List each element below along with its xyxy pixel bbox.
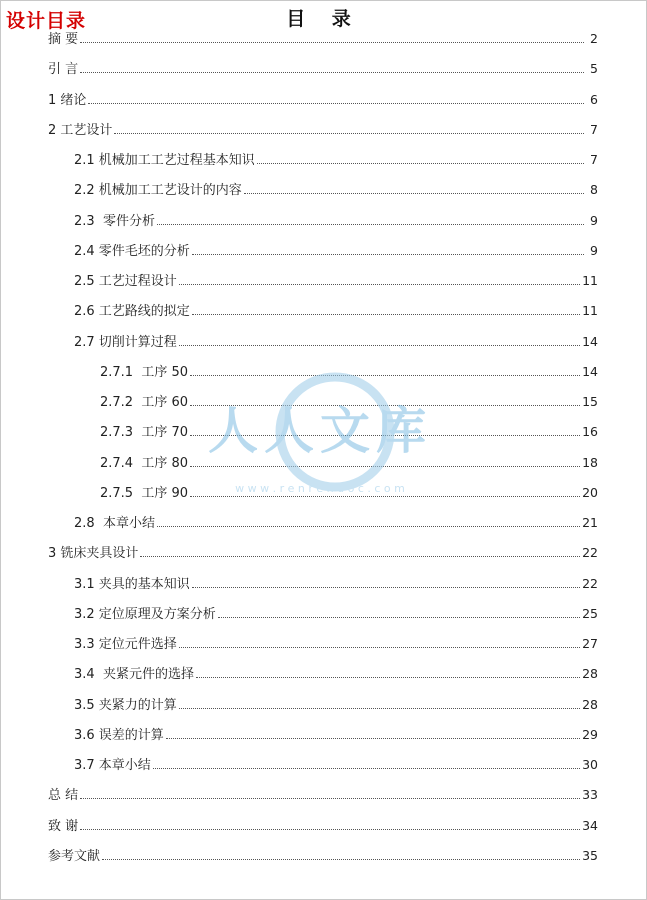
toc-entry-label: 致 谢 — [48, 818, 79, 834]
toc-entry-label: 引 言 — [48, 62, 79, 78]
toc-entry[interactable] — [100, 422, 598, 442]
toc-entry-label: 摘 要 — [48, 32, 79, 47]
toc-entry[interactable] — [100, 362, 598, 382]
toc-entry-page-number: 14 — [582, 363, 598, 379]
dot-leader — [196, 676, 580, 678]
dot-leader — [192, 586, 580, 588]
toc-entry-label: 2.5 工艺过程设计 — [74, 274, 177, 289]
toc-entry-label: 参考文献 — [48, 848, 101, 864]
toc-entry-page-number: 22 — [582, 545, 598, 561]
toc-entry-label: 2.7 切削计算过程 — [74, 334, 177, 350]
dot-leader — [80, 797, 580, 799]
toc-entry-page-number: 18 — [582, 454, 598, 470]
toc-entry-label: 3.5 夹紧力的计算 — [74, 697, 177, 713]
toc-entry[interactable] — [74, 513, 598, 533]
toc-entry-page-number: 9 — [590, 242, 598, 258]
dot-leader — [179, 707, 580, 709]
toc-entry-label: 3.3 定位元件选择 — [74, 637, 177, 652]
toc-entry[interactable] — [74, 241, 598, 261]
dot-leader — [157, 525, 580, 527]
toc-entry-label: 2.7.3 工序 70 — [100, 425, 189, 441]
toc-entry-page-number: 16 — [582, 424, 598, 440]
dot-leader — [179, 646, 580, 648]
toc-entry-page-number: 27 — [582, 636, 598, 651]
toc-entry-page-number: 11 — [582, 273, 598, 288]
toc-entry-page-number: 25 — [582, 605, 598, 621]
toc-entry-page-number: 28 — [582, 666, 598, 682]
toc-entry-page-number: 11 — [582, 303, 598, 319]
toc-entry-page-number: 30 — [582, 757, 598, 772]
toc-entry-page-number: 20 — [582, 484, 598, 500]
toc-entry[interactable] — [48, 59, 598, 79]
toc-entry[interactable] — [74, 271, 598, 291]
dot-leader — [114, 132, 584, 134]
toc-entry-page-number: 14 — [582, 333, 598, 349]
toc-entry-label: 2.7.4 工序 80 — [100, 455, 189, 471]
dot-leader — [190, 434, 580, 436]
toc-entry-label: 3.1 夹具的基本知识 — [74, 576, 190, 592]
page-title: 目 录 — [286, 8, 361, 30]
toc-entry[interactable] — [74, 301, 598, 321]
dot-leader — [190, 374, 580, 376]
toc-entry[interactable] — [100, 453, 598, 473]
toc-entry-label: 2.7.5 工序 90 — [100, 485, 189, 501]
dot-leader — [153, 767, 580, 769]
toc-entry[interactable] — [48, 816, 598, 836]
toc-entry[interactable] — [74, 664, 598, 684]
toc-entry-label: 2.6 工艺路线的拟定 — [74, 304, 190, 320]
toc-entry-label: 3.2 定位原理及方案分析 — [74, 606, 216, 622]
dot-leader — [88, 102, 584, 104]
dot-leader — [190, 495, 580, 497]
toc-entry[interactable] — [48, 785, 598, 805]
toc-entry[interactable] — [74, 150, 598, 170]
toc-entry[interactable] — [74, 574, 598, 594]
toc-entry-label: 2.1 机械加工工艺过程基本知识 — [74, 153, 255, 168]
toc-entry-label: 3 铣床夹具设计 — [48, 546, 139, 562]
dot-leader — [179, 283, 580, 285]
toc-entry-label: 2.7.1 工序 50 — [100, 364, 189, 380]
toc-entry-label: 2.8 本章小结 — [74, 516, 155, 531]
dot-leader — [140, 555, 580, 557]
toc-entry-page-number: 34 — [582, 817, 598, 833]
dot-leader — [80, 71, 584, 73]
toc-entry[interactable] — [74, 211, 598, 231]
toc-entry-page-number: 7 — [590, 121, 598, 137]
toc-entry[interactable] — [48, 846, 598, 866]
toc-entry-label: 2.3 零件分析 — [74, 213, 155, 229]
dot-leader — [102, 858, 580, 860]
toc-entry[interactable] — [74, 180, 598, 200]
toc-entry[interactable] — [100, 483, 598, 503]
toc-entry-page-number: 28 — [582, 696, 598, 712]
toc-entry[interactable] — [74, 332, 598, 352]
toc-entry[interactable] — [74, 755, 598, 775]
toc-entry-label: 3.4 夹紧元件的选择 — [74, 667, 194, 683]
toc-entry-page-number: 21 — [582, 515, 598, 530]
dot-leader — [166, 737, 580, 739]
toc-entry-label: 2.7.2 工序 60 — [100, 395, 189, 410]
toc-entry-label: 2 工艺设计 — [48, 122, 113, 138]
toc-entry[interactable] — [74, 634, 598, 654]
toc-entry[interactable] — [74, 725, 598, 745]
toc-entry-page-number: 29 — [582, 726, 598, 742]
dot-leader — [192, 313, 580, 315]
toc-entry-label: 3.7 本章小结 — [74, 758, 151, 773]
toc-entry[interactable] — [48, 120, 598, 140]
toc-entry-page-number: 35 — [582, 847, 598, 863]
toc-entry-page-number: 2 — [590, 31, 598, 46]
toc-entry-label: 总 结 — [48, 788, 79, 804]
toc-entry-label: 3.6 误差的计算 — [74, 727, 164, 743]
dot-leader — [80, 41, 584, 43]
toc-entry[interactable] — [48, 543, 598, 563]
dot-leader — [192, 253, 584, 255]
toc-entry[interactable] — [48, 29, 598, 49]
dot-leader — [218, 616, 580, 618]
toc-entry-page-number: 5 — [590, 61, 598, 77]
dot-leader — [190, 404, 580, 406]
toc-entry-page-number: 7 — [590, 152, 598, 167]
toc-entry-label: 2.2 机械加工工艺设计的内容 — [74, 183, 242, 199]
toc-entry-page-number: 22 — [582, 575, 598, 591]
dot-leader — [190, 465, 580, 467]
watermark-text: 人人文库 — [208, 401, 432, 460]
toc-entry[interactable] — [48, 90, 598, 110]
watermark-url: w w w . r e n r e n d o c . c o m — [235, 482, 405, 495]
toc-entry-label: 1 绪论 — [48, 92, 87, 108]
dot-leader — [80, 828, 580, 830]
dot-leader — [257, 162, 584, 164]
toc-entry-page-number: 8 — [590, 182, 598, 198]
corner-label: 设计目录 — [6, 10, 87, 32]
toc-entry-page-number: 9 — [590, 212, 598, 228]
toc-entry-page-number: 33 — [582, 787, 598, 803]
toc-entry-page-number: 15 — [582, 394, 598, 409]
toc-entry-label: 2.4 零件毛坯的分析 — [74, 243, 190, 259]
toc-entry[interactable] — [100, 392, 598, 412]
toc-entry[interactable] — [74, 604, 598, 624]
dot-leader — [244, 192, 584, 194]
toc-entry-page-number: 6 — [590, 91, 598, 107]
dot-leader — [157, 223, 584, 225]
dot-leader — [179, 344, 580, 346]
toc-entry[interactable] — [74, 695, 598, 715]
